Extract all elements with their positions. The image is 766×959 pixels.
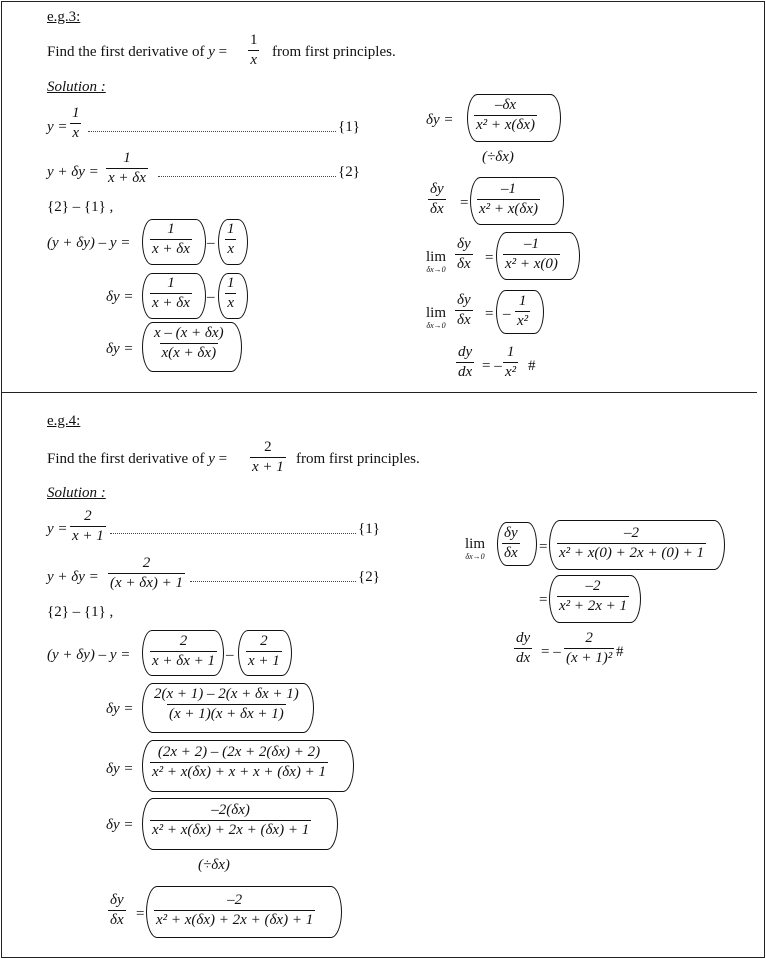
eq-ref: {1} (358, 521, 380, 537)
example-4-label: e.g.4: (47, 413, 81, 429)
eq-fraction: $\frac{1}{x + \delta x}$ (108, 150, 146, 186)
denominator: x + 1 (252, 459, 284, 475)
eq-lhs: y + δy = (47, 164, 99, 180)
eq-fraction: $\frac{-2}{\text{x² + x(0) + 2x + (0) + 1}}$ (559, 525, 704, 561)
example-3-label: e.g.3: (47, 9, 81, 25)
eq-equals: = (485, 306, 494, 322)
eq-fraction: $\frac{1}{x}$ (227, 221, 235, 257)
eq-fraction: $\frac{\delta y}{\delta x}$ (430, 181, 444, 217)
eq-equals: = (136, 906, 145, 922)
eq-lhs: δy = (106, 289, 134, 305)
eq-lhs: δy = (106, 817, 134, 833)
example-4-function (250, 440, 286, 475)
eq-equals: = (539, 592, 548, 608)
example-3-solution-label: Solution : (47, 79, 106, 95)
eq-minus: – (207, 289, 215, 305)
eq-fraction: $\frac{-1}{\text{x² + x(δx)}}$ (479, 181, 539, 217)
example-4-solution-label: Solution : (47, 485, 106, 501)
eq-lhs: y + δy = (47, 569, 99, 585)
eq-fraction: $\frac{2}{x + 1}$ (248, 633, 280, 669)
eq-equals: = (485, 250, 494, 266)
eq-fraction: $\frac{-\delta x}{\text{x² + x(δx)}}$ (476, 97, 536, 133)
eq-fraction: $\frac{2}{x + 1}$ (72, 508, 104, 544)
eq-lhs: δy = (106, 761, 134, 777)
example-3-function (248, 33, 260, 68)
eq-fraction: $\frac{-1}{\text{x² + x(0)}}$ (505, 236, 558, 272)
eq-step: {2} – {1} , (47, 604, 114, 620)
eq-lhs: y = (47, 119, 68, 135)
example-4-prompt-end: from first principles. (296, 451, 420, 467)
eq-fraction: $\frac{2(x + 1) - 2(x + \delta x + 1)}{(x + 1)(x + \delta x + 1)}$ (154, 686, 299, 722)
eq-step: {2} – {1} , (47, 199, 114, 215)
eq-fraction: $\frac{2}{(x + \delta x) + 1}$ (110, 555, 184, 591)
eq-fraction: $\frac{\delta y}{\delta x}$ (457, 292, 471, 328)
eq-fraction: $\frac{x - (x + \delta x)}{x(x + \delta x)}$ (154, 325, 224, 361)
eq-fraction: $\frac{-2}{\text{x² + 2x + 1}}$ (559, 578, 628, 614)
eq-fraction: $\frac{\delta y}{\delta x}$ (110, 892, 124, 928)
eq-fraction: $\frac{-2(\delta x)}{\text{x² + x(δx) + 2x + (δx) + 1}}$ (152, 802, 310, 838)
eq-equals: = – (541, 644, 561, 660)
eq-fraction: $\frac{1}{x + \delta x}$ (152, 275, 190, 311)
example-3-prompt-end: from first principles. (272, 44, 396, 60)
end-mark: # (616, 644, 624, 660)
eq-fraction: $\frac{1}{\text{x²}}$ (505, 344, 517, 380)
eq-fraction: $\frac{1}{x}$ (72, 105, 80, 141)
eq-fraction: $\frac{-2}{\text{x² + x(δx) + 2x + (δx) + 1}}$ (156, 892, 314, 928)
eq-lhs: δy = (426, 112, 454, 128)
eq-lhs: (y + δy) – y = (47, 647, 131, 663)
eq-lhs: δy = (106, 701, 134, 717)
eq-fraction: $\frac{1}{x + \delta x}$ (152, 221, 190, 257)
numerator: 1 (250, 32, 258, 48)
denominator: x (250, 52, 258, 68)
numerator: 2 (264, 439, 272, 455)
eq-step: (÷δx) (482, 149, 514, 165)
end-mark: # (528, 358, 536, 374)
example-4-prompt (47, 452, 227, 467)
eq-minus: – (226, 647, 234, 663)
eq-minus: – (503, 306, 511, 322)
dot-leader (158, 176, 336, 177)
eq-minus: – (207, 235, 215, 251)
limit-operator: lim δx→0 (426, 305, 447, 330)
dot-leader (190, 581, 356, 582)
eq-lhs: (y + δy) – y = (47, 235, 131, 251)
prompt-var: y (208, 451, 215, 467)
limit-operator: lim δx→0 (465, 536, 486, 561)
dot-leader (88, 131, 336, 132)
eq-fraction: $\frac{\delta y}{\delta x}$ (457, 236, 471, 272)
prompt-text: Find the first derivative of (47, 44, 209, 60)
eq-equals: = (539, 539, 548, 555)
prompt-eq: = (218, 451, 228, 467)
prompt-text: Find the first derivative of (47, 451, 209, 467)
eq-fraction: $\frac{2}{x + \delta x + 1}$ (152, 633, 216, 669)
section-divider (1, 392, 757, 393)
page-frame (1, 1, 765, 958)
eq-fraction: $\frac{1}{x}$ (227, 275, 235, 311)
eq-equals: = – (482, 358, 502, 374)
dot-leader (110, 533, 356, 534)
prompt-eq: = (218, 44, 228, 60)
eq-fraction: $\frac{2}{\text{(x + 1)²}}$ (566, 630, 613, 666)
eq-fraction: $\frac{\delta y}{\delta x}$ (504, 525, 518, 561)
prompt-var: y (208, 44, 215, 60)
eq-ref: {1} (338, 119, 360, 135)
eq-ref: {2} (358, 569, 380, 585)
eq-step: (÷δx) (198, 857, 230, 873)
eq-equals: = (460, 195, 469, 211)
eq-lhs: δy = (106, 341, 134, 357)
example-3-prompt (47, 45, 227, 60)
eq-ref: {2} (338, 164, 360, 180)
eq-fraction: $\frac{dy}{dx}$ (458, 344, 473, 380)
eq-fraction: $\frac{(2x + 2) - (2x + 2(\delta x) + 2)}{\text{x² + x(δx) + x + x + (δx) + 1}}$ (152, 744, 326, 780)
eq-fraction: $\frac{1}{\text{x²}}$ (517, 293, 529, 329)
limit-operator: lim δx→0 (426, 249, 447, 274)
eq-lhs: y = (47, 521, 68, 537)
eq-fraction: $\frac{dy}{dx}$ (516, 630, 531, 666)
